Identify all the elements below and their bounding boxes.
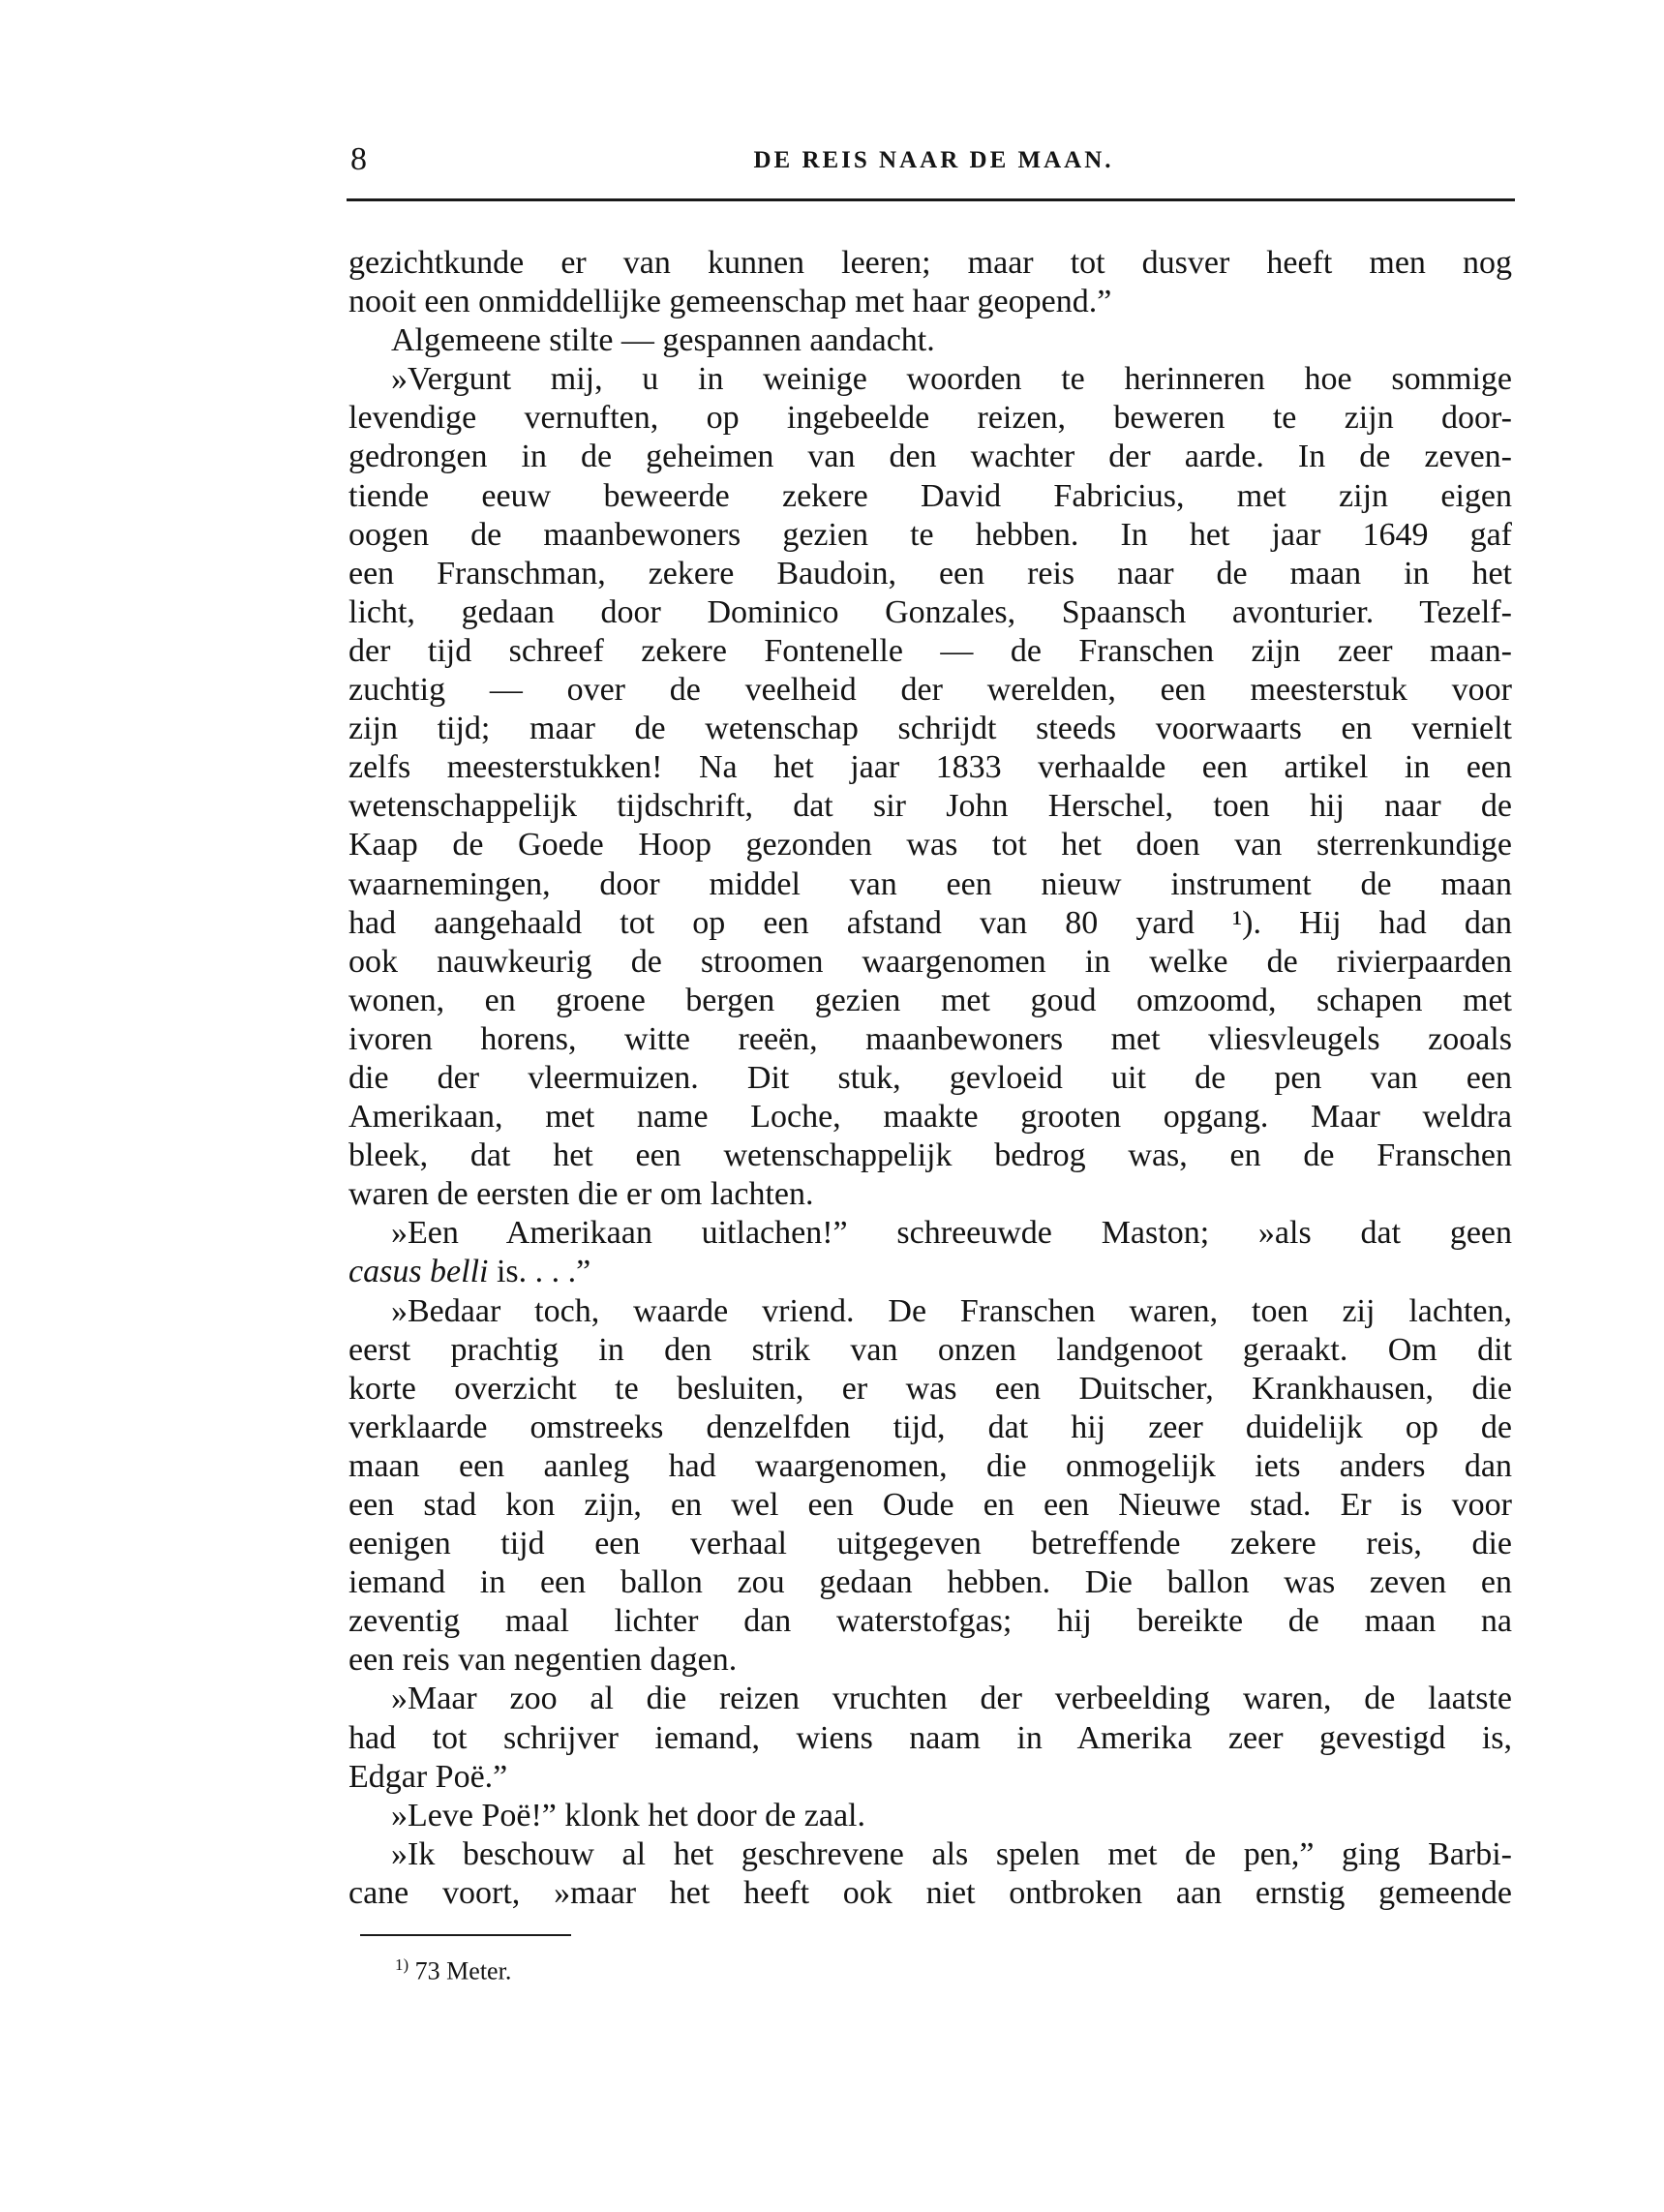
text-line-content: zelfs meesterstukken! Na het jaar 1833 verhaalde een artikel in een <box>348 749 1512 786</box>
text-line <box>348 283 1512 321</box>
text-line <box>348 943 1512 982</box>
italic-phrase: casus belli <box>348 1254 489 1290</box>
text-line <box>348 1292 1512 1331</box>
text-line <box>348 555 1512 593</box>
text-line-content: had tot schrijver iemand, wiens naam in Amerika zeer gevestigd is, <box>348 1719 1512 1756</box>
text-line <box>348 1602 1512 1641</box>
text-line <box>348 671 1512 710</box>
text-line-content: verklaarde omstreeks denzelfden tijd, dat hij zeer duidelijk op de <box>348 1409 1512 1445</box>
text-line <box>348 632 1512 671</box>
text-line <box>348 1719 1512 1758</box>
text-line-content: korte overzicht te besluiten, er was een Duitscher, Krankhausen, die <box>348 1370 1512 1407</box>
text-line <box>348 982 1512 1020</box>
text-line-content: zuchtig — over de veelheid der werelden, een meesterstuk voor <box>348 672 1512 709</box>
text-line <box>348 321 1512 360</box>
body-text <box>348 244 1512 1913</box>
text-line-content: tiende eeuw beweerde zekere David Fabricius, met zijn eigen <box>348 477 1512 514</box>
text-line-content: waarnemingen, door middel van een nieuw instrument de maan <box>348 865 1512 902</box>
text-line <box>348 748 1512 787</box>
text-line-content: der tijd schreef zekere Fontenelle — de Franschen zijn zeer maan- <box>348 632 1512 669</box>
text-line-content: een reis van negentien dagen. <box>348 1642 738 1679</box>
text-line <box>348 593 1512 632</box>
text-line <box>348 1253 1512 1291</box>
text-line-content: oogen de maanbewoners gezien te hebben. In het jaar 1649 gaf <box>348 516 1512 553</box>
text-line <box>348 904 1512 943</box>
text-line-content: had aangehaald tot op een afstand van 80 yard ¹). Hij had dan <box>348 904 1512 941</box>
text-line-content: Edgar Poë.” <box>348 1758 508 1795</box>
text-line-content: nooit een onmiddellijke gemeenschap met haar geopend.” <box>348 284 1112 320</box>
text-line <box>348 1680 1512 1718</box>
text-line <box>348 516 1512 555</box>
text-line-content: wetenschappelijk tijdschrift, dat sir John Herschel, toen hij naar de <box>348 788 1512 825</box>
text-line <box>348 1835 1512 1874</box>
text-line <box>348 865 1512 904</box>
text-line-content: »Leve Poë!” klonk het door de zaal. <box>391 1797 865 1833</box>
text-line-content: »Vergunt mij, u in weinige woorden te herinneren hoe sommige <box>391 361 1512 398</box>
text-line-content: is. . . .” <box>488 1254 591 1290</box>
text-line-content: een stad kon zijn, en wel een Oude en een Nieuwe stad. Er is voor <box>348 1487 1512 1523</box>
text-line <box>348 244 1512 283</box>
text-line-content: gezichtkunde er van kunnen leeren; maar tot dusver heeft men nog <box>348 245 1512 281</box>
text-line-content: Algemeene stilte — gespannen aandacht. <box>391 322 935 359</box>
text-line <box>348 1331 1512 1370</box>
header-rule <box>347 198 1515 201</box>
text-line <box>348 1020 1512 1059</box>
text-line <box>348 399 1512 438</box>
text-line <box>348 1175 1512 1214</box>
text-line-content: zijn tijd; maar de wetenschap schrijdt steeds voorwaarts en vernielt <box>348 711 1512 747</box>
text-line <box>348 826 1512 864</box>
footnote-marker: 1) <box>395 1955 409 1974</box>
text-line-content: maan een aanleg had waargenomen, die onmogelijk iets anders dan <box>348 1447 1512 1484</box>
text-line <box>348 477 1512 516</box>
text-line <box>348 360 1512 399</box>
text-line-content: een Franschman, zekere Baudoin, een reis naar de maan in het <box>348 555 1512 591</box>
text-line <box>348 1797 1512 1835</box>
text-line-content: eenigen tijd een verhaal uitgegeven betreffende zekere reis, die <box>348 1526 1512 1562</box>
text-line-content: waren de eersten die er om lachten. <box>348 1176 814 1213</box>
text-line <box>348 1447 1512 1486</box>
footnote-rule <box>360 1934 571 1936</box>
text-line-content: wonen, en groene bergen gezien met goud omzoomd, schapen met <box>348 982 1512 1018</box>
text-line <box>348 710 1512 748</box>
text-line-content: die der vleermuizen. Dit stuk, gevloeid uit de pen van een <box>348 1059 1512 1096</box>
text-line <box>348 1525 1512 1563</box>
text-line-content: licht, gedaan door Dominico Gonzales, Spaansch avonturier. Tezelf- <box>348 593 1512 630</box>
text-line <box>348 1214 1512 1253</box>
text-line <box>348 1758 1512 1797</box>
text-line <box>348 438 1512 476</box>
text-line-content: ivoren horens, witte reeën, maanbewoners met vliesvleugels zooals <box>348 1020 1512 1057</box>
text-line <box>348 1641 1512 1680</box>
text-line-content: cane voort, »maar het heeft ook niet ontbroken aan ernstig gemeende <box>348 1874 1512 1911</box>
footnote-text: 73 Meter. <box>414 1956 512 1985</box>
text-line-content: zeventig maal lichter dan waterstofgas; hij bereikte de maan na <box>348 1603 1512 1640</box>
text-line-content: »Maar zoo al die reizen vruchten der verbeelding waren, de laatste <box>391 1681 1512 1717</box>
text-line-content: Kaap de Goede Hoop gezonden was tot het doen van sterrenkundige <box>348 827 1512 864</box>
text-line <box>348 1059 1512 1098</box>
footnote <box>395 1955 511 1986</box>
text-line-content: »Ik beschouw al het geschrevene als spelen met de pen,” ging Barbi- <box>391 1835 1512 1872</box>
page-number: 8 <box>350 141 367 177</box>
text-line-content: ook nauwkeurig de stroomen waargenomen in welke de rivierpaarden <box>348 943 1512 980</box>
text-line <box>348 1370 1512 1409</box>
text-line-content: Amerikaan, met name Loche, maakte grooten opgang. Maar weldra <box>348 1099 1512 1136</box>
text-line-content: levendige vernuften, op ingebeelde reizen, beweren te zijn door- <box>348 400 1512 437</box>
text-line <box>348 1874 1512 1913</box>
text-line <box>348 1098 1512 1136</box>
text-line-content: gedrongen in de geheimen van den wachter der aarde. In de zeven- <box>348 439 1512 475</box>
text-line <box>348 1409 1512 1447</box>
text-line-content: eerst prachtig in den strik van onzen landgenoot geraakt. Om dit <box>348 1331 1512 1368</box>
text-line <box>348 1486 1512 1525</box>
text-line-content: bleek, dat het een wetenschappelijk bedrog was, en de Franschen <box>348 1137 1512 1174</box>
text-line <box>348 787 1512 826</box>
text-line-content: »Een Amerikaan uitlachen!” schreeuwde Maston; »als dat geen <box>391 1215 1512 1252</box>
text-line <box>348 1563 1512 1602</box>
text-line <box>348 1136 1512 1175</box>
text-line-content: »Bedaar toch, waarde vriend. De Franschen waren, toen zij lachten, <box>391 1292 1512 1329</box>
text-line-content: iemand in een ballon zou gedaan hebben. Die ballon was zeven en <box>348 1564 1512 1601</box>
running-title: DE REIS NAAR DE MAAN. <box>753 147 1114 173</box>
